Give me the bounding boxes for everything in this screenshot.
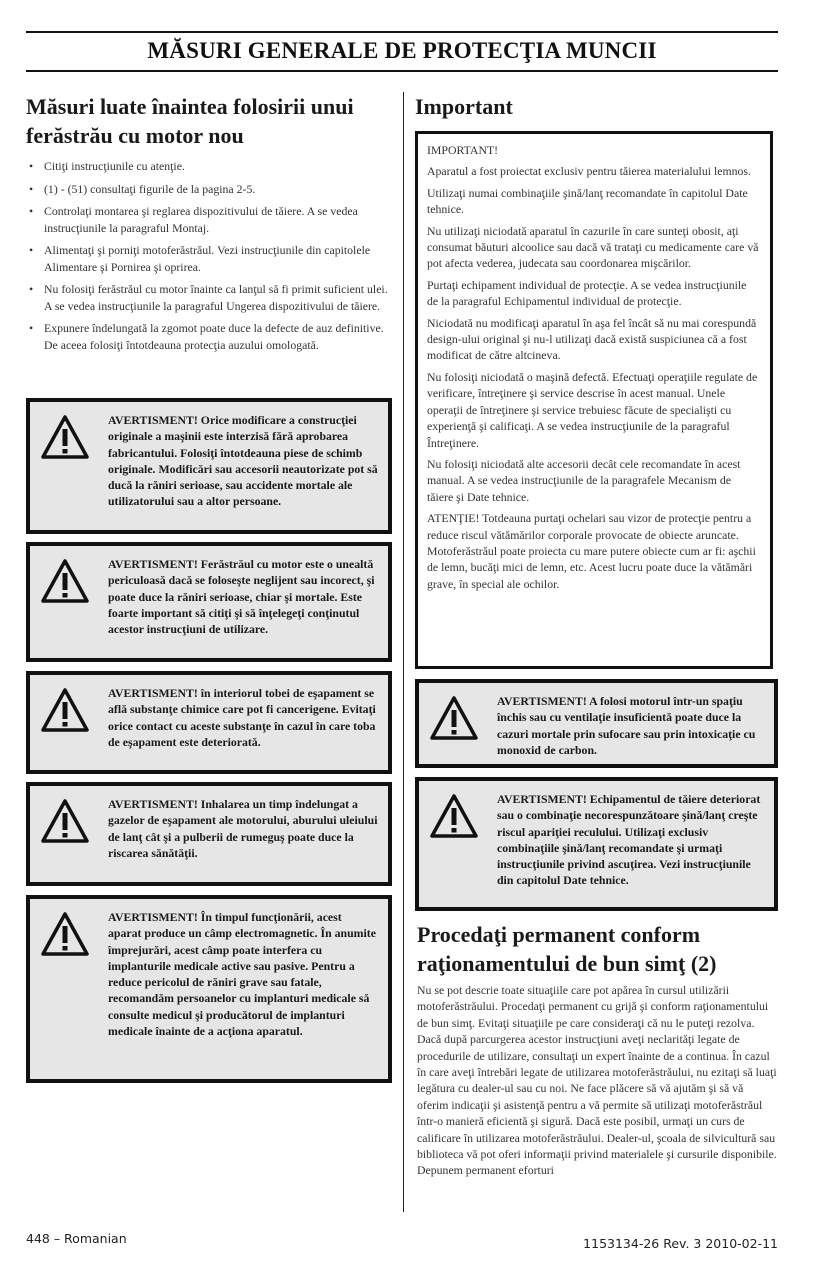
warning-triangle-icon [40,687,90,733]
warning-box-inhalation [26,782,392,886]
important-paragraph: Nu folosiţi niciodată alte accesorii decât cele recomandate în acest manual. A se vedea instrucţiunile de la paragrafele Mecanism de tăiere şi Date tehnice. [427,456,741,504]
important-paragraph: ATENŢIE! Totdeauna purtaţi ochelari sau vizor de protecţie pentru a reduce riscul vătămărilor corporale provocate de obiecte aruncate. Motoferăstrăul poate proiecta cu mare putere obiecte cum ar fi: aşchii de lemn, bucăţi mici de lemn, etc. Acest lucru poate duce la vătămări grave, în special ale ochilor. [427,511,756,591]
list-item: • Citiţi instrucţiunile cu atenţie. [26,158,392,175]
header-bottom-rule [26,70,778,72]
warning-text: AVERTISMENT! Ferăstrăul cu motor este o unealtă periculoasă dacă se foloseşte neglijent sau incorect, şi poate duce la răniri serioase, chiar şi mortale. Este foarte important să citiţi şi să înţelegeţi conţinutul acestor instrucţiuni de utilizare. [108,557,375,637]
warning-box-kickback [415,777,778,911]
common-sense-section [417,920,777,1179]
warning-text: AVERTISMENT! Inhalarea un timp îndelungat a gazelor de eşapament ale motorului, aburului uleiului de lanţ cât şi a pulberii de rumeguş poate duce la riscarea sănătăţii. [108,797,378,860]
left-column [26,92,392,359]
important-paragraph: Niciodată nu modificaţi aparatul în aşa fel încât să nu mai corespundă design-ului original şi nu-l utilizaţi dacă există suspiciunea că a fost modificat de către altcineva. [427,315,757,363]
right-column [415,92,778,591]
page-title: MĂSURI GENERALE DE PROTECŢIA MUNCII [147,38,657,63]
header-top-rule [26,31,778,33]
important-paragraph: Aparatul a fost proiectat exclusiv pentru tăierea materialului lemnos. [427,164,751,179]
important-paragraph: Purtaţi echipament individual de protecţie. A se vedea instrucţiunile de la paragraful Echipamentul individual de protecţie. [427,277,747,309]
warning-triangle-icon [40,558,90,604]
list-item: • Nu folosiţi ferăstrăul cu motor înainte ca lanţul să fi primit suficient ulei. A se vedea instrucţiunile la paragraful Ungerea dispozitivului de tăiere. [26,281,392,314]
column-divider [403,92,404,1212]
warning-box-exhaust-chemicals [26,671,392,774]
page-number: 448 – Romanian [26,1231,127,1246]
important-notice-box [415,131,773,669]
document-reference: 1153134-26 Rev. 3 2010-02-11 [583,1236,778,1251]
list-item: • Controlaţi montarea şi reglarea dispozitivului de tăiere. A se vedea instrucţiunile la paragraful Montaj. [26,203,392,236]
important-paragraph: Nu folosiţi niciodată o maşină defectă. Efectuaţi operaţiile regulate de verificare, întreţinere şi service descrise în acest manual. Unele operaţii de întreţinere şi service trebuiesc făcute de specialişti cu experienţă şi calificaţi. A se vedea instrucţiunile de la paragraful Întreţinere. [427,369,758,450]
warning-triangle-icon [429,695,479,741]
important-paragraph: IMPORTANT! [427,143,499,157]
list-item: • Expunere îndelungată la zgomot poate duce la defecte de auz definitive. De aceea folosiţi întotdeauna protecţia auzului omologată. [26,320,392,353]
section-heading-common-sense: Procedaţi permanent conform raţionamentului de bun simţ (2) [417,922,717,976]
important-paragraph: Utilizaţi numai combinaţiile şină/lanţ recomandate în capitolul Date tehnice. [427,185,748,217]
warning-box-dangerous-tool [26,542,392,662]
warning-triangle-icon [429,793,479,839]
warning-text: AVERTISMENT! A folosi motorul într-un spaţiu închis sau cu ventilaţie insuficientă poate duce la cazuri mortale prin sufocare sau prin intoxicaţie cu monoxid de carbon. [497,694,756,757]
instructions-list [26,158,392,353]
warning-text: AVERTISMENT! În timpul funcţionării, acest aparat produce un câmp electromagnetic. În anumite împrejurări, acest câmp poate interfera cu implanturile medicale active sau pasive. Pentru a reduce pericolul de răniri grave sau fatale, recomandăm persoanelor cu implanturi medicale să consulte medicul şi producătorul de implanturi medicale înainte de a acţiona aparatul. [108,910,376,1039]
warning-box-modifications [26,398,392,534]
warning-triangle-icon [40,798,90,844]
warning-triangle-icon [40,911,90,957]
warning-box-electromagnetic [26,895,392,1083]
common-sense-body: Nu se pot descrie toate situaţiile care pot apărea în cursul utilizării motoferăstrăului. Procedaţi permanent cu grijă şi conform raţionamentului de bun simţ. Evitaţi situaţiile pe care consideraţi că nu le puteţi rezolva. Dacă după parcurgerea acestor instrucţiuni aveţi neclarităţi legate de procedurile de utilizare, consultaţi un expert înainte de a continua. În cazul în care aveţi întrebări legate de utilizarea motoferăstrăului, nu ezitaţi să luaţi legătura cu dealer-ul sau cu noi. Ne face plăcere să vă ajutăm şi să vă oferim indicaţii şi asistenţă pentru a vă permite să utilizaţi motoferăstrăul într-o manieră eficientă şi sigură. Dacă este posibil, urmaţi un curs de calificare în utilizarea motoferăstrăului. Dealer-ul, şcoala de silvicultură sau biblioteca vă pot oferi informaţii privind materialele şi cursurile disponibile. Depunem permanent eforturi [417,983,777,1178]
section-heading-before-use: Măsuri luate înaintea folosirii unui ferăstrău cu motor nou [26,94,354,148]
list-item: • (1) - (51) consultaţi figurile de la pagina 2-5. [26,181,392,198]
section-heading-important: Important [415,94,513,119]
important-paragraph: Nu utilizaţi niciodată aparatul în cazurile în care sunteţi obosit, aţi consumat băuturi alcoolice sau dacă vă trataţi cu medicamente care vă pot afecta vederea, judecata sau coordonarea mişcărilor. [427,223,759,271]
warning-text: AVERTISMENT! în interiorul tobei de eşapament se află substanţe chimice care pot fi cancerigene. Evitaţi orice contact cu aceste substanţe în cazul în care toba de eşapament este deteriorată. [108,686,376,749]
warning-box-enclosed-space [415,679,778,768]
warning-text: AVERTISMENT! Echipamentul de tăiere deteriorat sau o combinaţie necorespunzătoare şină/lanţ creşte riscul apariţiei reculului. Utilizaţi exclusiv combinaţiile şină/lanţ recomandate şi urmaţi instrucţiunile privind ascuţirea. Vezi instrucţiunile din capitolul Date tehnice. [497,792,761,888]
list-item: • Alimentaţi şi porniţi motoferăstrăul. Vezi instrucţiunile din capitolele Alimentare şi Pornirea şi oprirea. [26,242,392,275]
warning-text: AVERTISMENT! Orice modificare a construcţiei originale a maşinii este interzisă fără aprobarea fabricantului. Folosiţi întotdeauna piese de schimb originale. Modificări sau accesorii neautorizate pot să ducă la răniri serioase, sau accidente mortale ale utilizatorului sau a altor persoane. [108,413,378,509]
warning-triangle-icon [40,414,90,460]
